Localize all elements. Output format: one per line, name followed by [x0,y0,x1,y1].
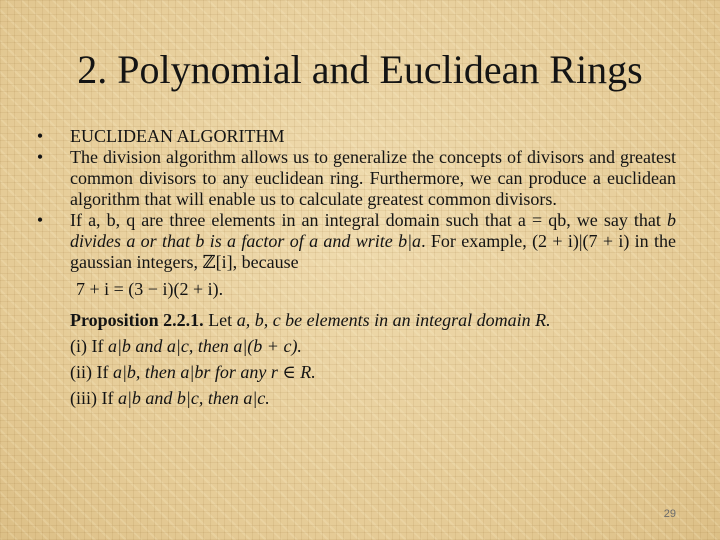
bullet-text-part: If a, b, q are three elements in an integral domain such that a = qb, we say that [70,210,667,230]
part-label: (iii) If [70,388,118,408]
bullet-text-part: . For example, (2 + i)|(7 + i) in the gaussian integers, [70,231,676,272]
bullet-text-italic: b divides a or that b is a factor of a and write b|a [70,210,676,251]
part-label: (ii) If [70,362,113,382]
proposition-statement: a, b, c be elements in an integral domain R. [236,310,551,330]
bullet-item [30,210,676,273]
proposition-part-iii [70,385,676,411]
proposition-part-i [70,333,676,359]
bullet-dot: • [36,147,44,167]
proposition-intro [70,307,676,333]
proposition-label: Proposition 2.2.1. [70,310,204,330]
part-statement: a|b, then a|br for any r ∈ R. [112,362,316,382]
bullet-item [30,147,676,210]
slide-title: 2. Polynomial and Euclidean Rings [77,47,643,92]
bullet-item [30,126,676,147]
proposition-part-ii [70,359,676,385]
page-number: 29 [663,508,676,520]
bullet-dot: • [36,126,44,146]
part-label: (i) If [70,336,108,356]
part-statement: a|b and a|c, then a|(b + c). [107,336,302,356]
proposition [70,307,676,411]
bullet-text-part: [i], because [215,252,299,272]
bullet-dot: • [36,210,44,230]
bullet-text: The division algorithm allows us to generalize the concepts of divisors and greatest common divisors to any euclidean ring. Furthermore, we can produce a euclidean algorithm that will enable us to calculate greatest common divisors. [70,147,676,209]
bullet-text: EUCLIDEAN ALGORITHM [70,126,285,146]
bullet-list [30,126,676,273]
equation: 7 + i = (3 − i)(2 + i). [76,279,224,299]
part-statement: a|b and b|c, then a|c. [117,388,270,408]
slide-body [30,126,676,411]
gaussian-integers-symbol: ℤ [202,252,216,272]
proposition-text: Let [203,310,237,330]
